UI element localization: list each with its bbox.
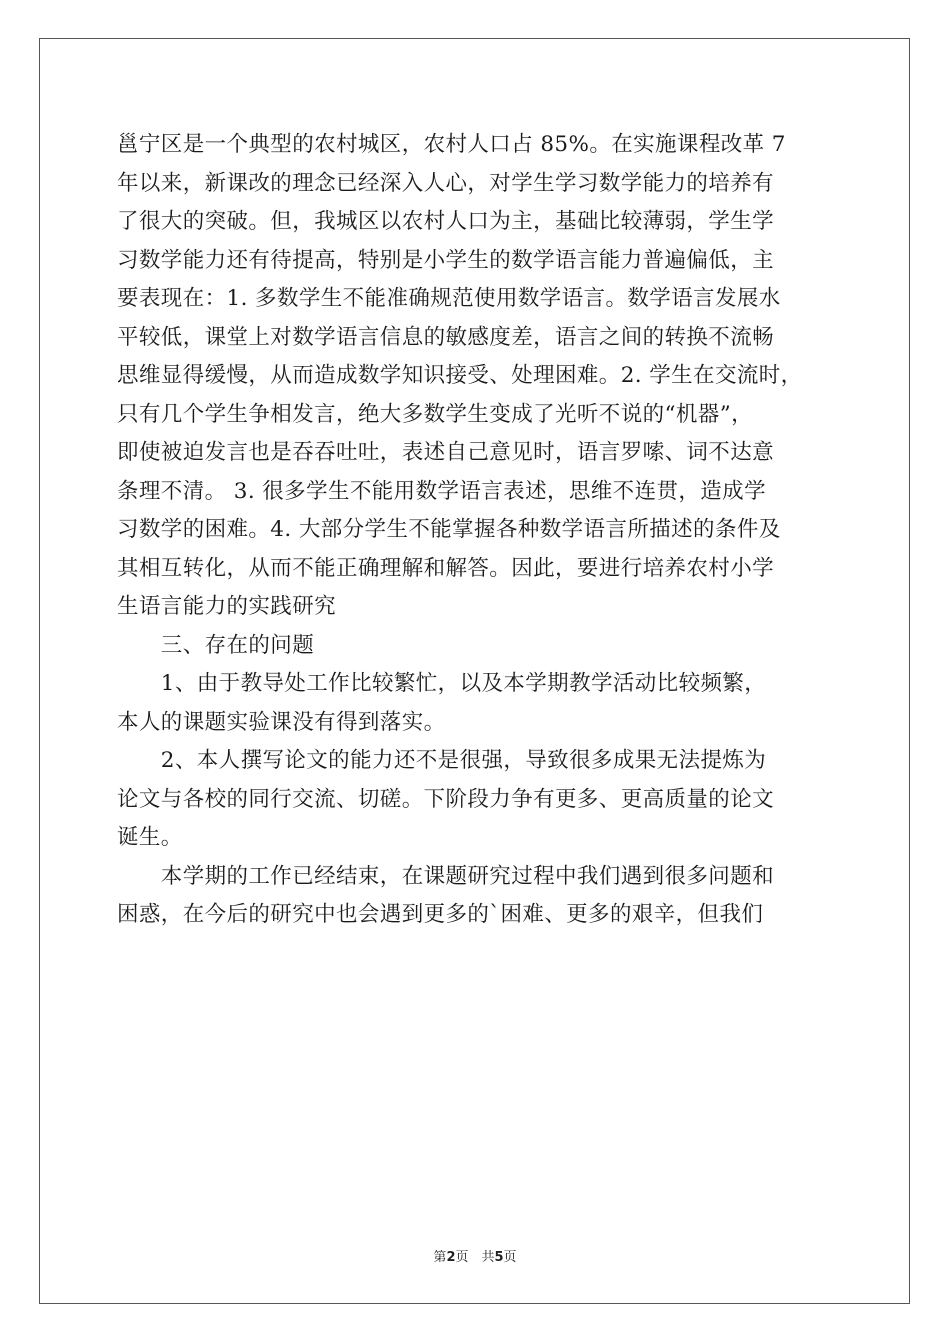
text-line: 习数学的困难。4. 大部分学生不能掌握各种数学语言所描述的条件及: [117, 517, 781, 542]
text-line: 诞生。: [117, 825, 183, 850]
text-line: 年以来，新课改的理念已经深入人心，对学生学习数学能力的培养有: [117, 170, 775, 196]
footer-prefix: 第: [433, 1250, 447, 1265]
text-line: 1、由于教导处工作比较繁忙，以及本学期教学活动比较频繁，: [117, 671, 767, 696]
footer-suffix: 页: [503, 1250, 517, 1265]
text-line: 邕宁区是一个典型的农村城区，农村人口占 85%。在实施课程改革 7: [117, 132, 786, 157]
text-line: 条理不清。 3. 很多学生不能用数学语言表述，思维不连贯，造成学: [117, 478, 766, 504]
text-line: 习数学能力还有待提高，特别是小学生的数学语言能力普遍偏低，主: [117, 247, 775, 273]
text-line: 只有几个学生争相发言，绝大多数学生变成了光听不说的“机器”，: [117, 401, 753, 427]
text-line: 要表现在：1. 多数学生不能准确规范使用数学语言。数学语言发展水: [117, 286, 781, 311]
text-line: 即使被迫发言也是吞吞吐吐，表述自己意见时，语言罗嗦、词不达意: [117, 440, 775, 465]
text-line: 思维显得缓慢，从而造成数学知识接受、处理困难。2. 学生在交流时，: [117, 363, 803, 388]
page-footer: [0, 1246, 950, 1265]
text-line: 平较低，课堂上对数学语言信息的敏感度差，语言之间的转换不流畅: [117, 324, 775, 350]
text-line: 其相互转化，从而不能正确理解和解答。因此，要进行培养农村小学: [117, 555, 775, 581]
section-heading: 三、存在的问题: [117, 632, 315, 658]
text-line: 生语言能力的实践研究: [117, 594, 337, 619]
current-page-number: 2: [446, 1250, 456, 1265]
document-body: [117, 126, 847, 935]
text-line: 论文与各校的同行交流、切磋。下阶段力争有更多、更高质量的论文: [117, 786, 775, 812]
footer-middle: 页 共: [455, 1250, 495, 1265]
text-line: 本学期的工作已经结束，在课题研究过程中我们遇到很多问题和: [117, 863, 775, 889]
total-page-number: 5: [494, 1250, 504, 1265]
text-line: 本人的课题实验课没有得到落实。: [117, 709, 446, 735]
text-line: 困惑，在今后的研究中也会遇到更多的`困难、更多的艰辛，但我们: [117, 902, 764, 927]
text-line: 2、本人撰写论文的能力还不是很强，导致很多成果无法提炼为: [117, 748, 767, 773]
text-line: 了很大的突破。但，我城区以农村人口为主，基础比较薄弱，学生学: [117, 209, 775, 234]
